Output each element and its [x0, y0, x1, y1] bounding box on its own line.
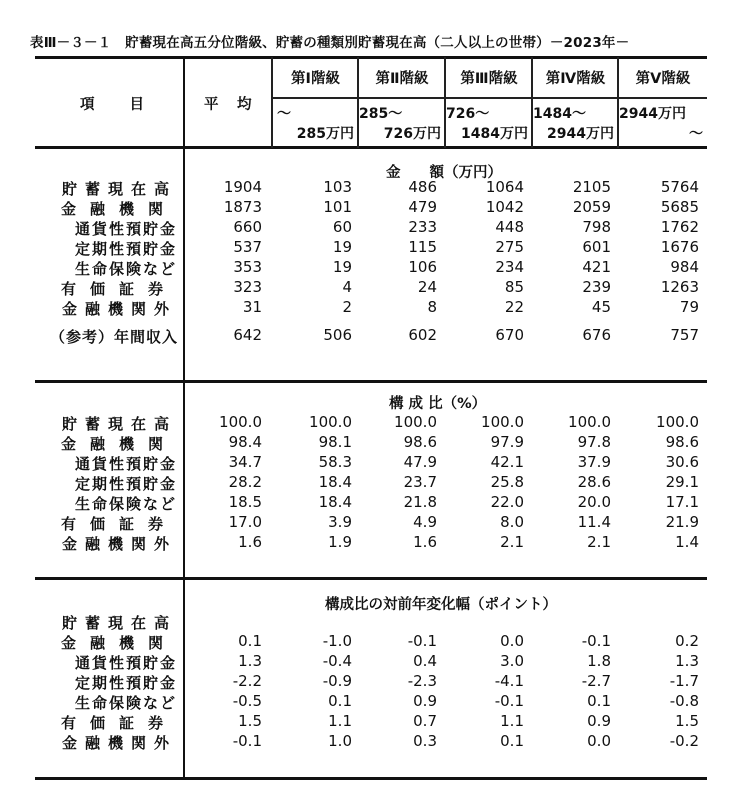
cell-average: 0.1: [238, 632, 262, 650]
cell-average: 1.5: [238, 712, 262, 730]
header-class-2: 第Ⅱ階級: [375, 71, 429, 87]
cell-class-4: -2.7: [581, 672, 611, 690]
table-row: [35, 298, 707, 318]
cell-class-4: -0.1: [581, 632, 611, 650]
cell-class-5: 21.9: [665, 513, 699, 531]
cell-average: -0.1: [232, 732, 262, 750]
cell-class-3: 275: [495, 238, 524, 256]
cell-average: -2.2: [232, 672, 262, 690]
cell-class-2: 8: [427, 298, 437, 316]
cell-class-1: 100.0: [309, 413, 352, 431]
cell-class-3: 2.1: [500, 533, 524, 551]
cell-class-3: 97.9: [490, 433, 524, 451]
cell-class-1: 4: [342, 278, 352, 296]
cell-class-1: -0.4: [322, 652, 352, 670]
cell-class-3: 234: [495, 258, 524, 276]
section-2-bottom-border: [35, 577, 707, 580]
cell-class-4: 11.4: [577, 513, 611, 531]
cell-average: 323: [233, 278, 262, 296]
cell-class-4: 798: [582, 218, 611, 236]
range-2-to: 726万円: [383, 126, 441, 142]
cell-class-2: 24: [417, 278, 437, 296]
cell-class-2: 23.7: [403, 473, 437, 491]
header-range-3: [446, 99, 532, 147]
cell-class-4: 239: [582, 278, 611, 296]
cell-average: 18.5: [228, 493, 262, 511]
cell-class-1: 1.1: [328, 712, 352, 730]
header-class-1: 第Ⅰ階級: [291, 71, 340, 87]
row-label: 定期性預貯金: [74, 475, 177, 493]
header-range-4: [533, 99, 618, 147]
cell-class-2: 47.9: [403, 453, 437, 471]
row-label: 有価証券: [60, 515, 177, 533]
cell-class-1: 98.1: [318, 433, 352, 451]
row-label: 金融機関外: [61, 734, 177, 752]
row-label: 通貨性預貯金: [74, 220, 177, 238]
cell-class-5: 5764: [660, 178, 699, 196]
cell-class-3: -0.1: [494, 692, 524, 710]
table-row: [35, 672, 707, 692]
cell-class-3: 1.1: [500, 712, 524, 730]
cell-class-1: 506: [323, 326, 352, 344]
header-average: 平 均: [204, 97, 254, 113]
cell-class-3: 22: [504, 298, 524, 316]
cell-average: 100.0: [219, 413, 262, 431]
row-label: 定期性預貯金: [74, 240, 177, 258]
cell-class-5: 1263: [660, 278, 699, 296]
header-range-2: [359, 99, 445, 147]
row-label: 生命保険など: [74, 495, 177, 513]
header-class-3: 第Ⅲ階級: [460, 71, 518, 87]
header-range-5: [619, 99, 707, 147]
row-label: 金融機関: [60, 435, 177, 453]
table-row: [35, 326, 707, 346]
cell-class-4: 0.0: [587, 732, 611, 750]
range-1-to: 285万円: [296, 126, 354, 142]
cell-average: 660: [233, 218, 262, 236]
table-row: [35, 493, 707, 513]
cell-class-4: 28.6: [577, 473, 611, 491]
cell-class-2: 115: [408, 238, 437, 256]
cell-average: 31: [242, 298, 262, 316]
table-row: [35, 413, 707, 433]
cell-class-3: 22.0: [490, 493, 524, 511]
cell-class-5: -0.8: [669, 692, 699, 710]
cell-class-5: 1762: [660, 218, 699, 236]
cell-class-2: 0.9: [413, 692, 437, 710]
cell-average: -0.5: [232, 692, 262, 710]
table-row: [35, 453, 707, 473]
range-5-from: 2944万円: [619, 106, 686, 122]
cell-class-5: 30.6: [665, 453, 699, 471]
cell-average: 1904: [223, 178, 262, 196]
cell-class-3: 0.1: [500, 732, 524, 750]
table-row: [35, 238, 707, 258]
cell-class-3: -4.1: [494, 672, 524, 690]
row-label: 貯蓄現在高: [61, 614, 177, 632]
row-label: 貯蓄現在高: [61, 180, 177, 198]
cell-class-2: 98.6: [403, 433, 437, 451]
cell-class-3: 1064: [485, 178, 524, 196]
section-label-composition: 構 成 比（%）: [389, 396, 487, 412]
row-label: 金融機関外: [61, 535, 177, 553]
cell-class-4: 20.0: [577, 493, 611, 511]
cell-class-2: -0.1: [407, 632, 437, 650]
range-1-from: ～: [277, 106, 291, 122]
table-row: [35, 258, 707, 278]
cell-class-4: 0.1: [587, 692, 611, 710]
cell-average: 34.7: [228, 453, 262, 471]
cell-class-4: 2059: [572, 198, 611, 216]
cell-class-4: 45: [591, 298, 611, 316]
cell-average: 537: [233, 238, 262, 256]
cell-class-5: 1.3: [675, 652, 699, 670]
section-label-change: 構成比の対前年変化幅（ポイント）: [325, 597, 557, 613]
row-label: 定期性預貯金: [74, 674, 177, 692]
cell-class-5: 29.1: [665, 473, 699, 491]
cell-class-4: 0.9: [587, 712, 611, 730]
cell-class-3: 100.0: [481, 413, 524, 431]
cell-class-1: 101: [323, 198, 352, 216]
cell-class-2: 1.6: [413, 533, 437, 551]
row-label: 通貨性預貯金: [74, 654, 177, 672]
cell-class-1: 58.3: [318, 453, 352, 471]
range-5-to: ～: [689, 126, 703, 142]
cell-class-2: 0.3: [413, 732, 437, 750]
table-bottom-border: [35, 777, 707, 780]
row-label: 金融機関外: [61, 300, 177, 318]
cell-class-1: -0.9: [322, 672, 352, 690]
cell-class-2: 486: [408, 178, 437, 196]
cell-class-1: -1.0: [322, 632, 352, 650]
cell-average: 1.3: [238, 652, 262, 670]
cell-class-4: 2.1: [587, 533, 611, 551]
table-row: [35, 198, 707, 218]
cell-class-1: 1.9: [328, 533, 352, 551]
row-label: 有価証券: [60, 714, 177, 732]
table-row: [35, 533, 707, 553]
cell-class-3: 448: [495, 218, 524, 236]
cell-average: 1873: [223, 198, 262, 216]
cell-class-5: 1676: [660, 238, 699, 256]
cell-class-5: 98.6: [665, 433, 699, 451]
cell-class-1: 1.0: [328, 732, 352, 750]
cell-class-2: 233: [408, 218, 437, 236]
header-class-5: 第Ⅴ階級: [635, 71, 691, 87]
cell-class-2: 106: [408, 258, 437, 276]
header-class-4: 第Ⅳ階級: [545, 71, 606, 87]
cell-class-5: 1.5: [675, 712, 699, 730]
cell-class-1: 103: [323, 178, 352, 196]
cell-class-1: 60: [332, 218, 352, 236]
cell-average: 98.4: [228, 433, 262, 451]
cell-class-3: 1042: [485, 198, 524, 216]
cell-average: 1.6: [238, 533, 262, 551]
table-row: [35, 652, 707, 672]
cell-class-3: 3.0: [500, 652, 524, 670]
cell-class-1: 19: [332, 258, 352, 276]
table-row: [35, 632, 707, 652]
cell-class-3: 0.0: [500, 632, 524, 650]
table-row: [35, 473, 707, 493]
table-row: [35, 178, 707, 198]
cell-class-4: 100.0: [568, 413, 611, 431]
cell-class-1: 3.9: [328, 513, 352, 531]
cell-class-5: 5685: [660, 198, 699, 216]
cell-class-3: 8.0: [500, 513, 524, 531]
cell-class-1: 18.4: [318, 473, 352, 491]
cell-class-1: 18.4: [318, 493, 352, 511]
section-label-amount: 金 額（万円）: [386, 165, 502, 181]
table-title: 表Ⅲ－３－１ 貯蓄現在高五分位階級、貯蓄の種類別貯蓄現在高（二人以上の世帯）－2023年－: [30, 35, 630, 51]
header-item: 項 目: [80, 97, 146, 113]
cell-average: 642: [233, 326, 262, 344]
cell-class-1: 0.1: [328, 692, 352, 710]
cell-class-1: 19: [332, 238, 352, 256]
row-label: 生命保険など: [74, 260, 177, 278]
cell-class-4: 601: [582, 238, 611, 256]
cell-class-4: 97.8: [577, 433, 611, 451]
table-row: [35, 712, 707, 732]
cell-class-2: 4.9: [413, 513, 437, 531]
cell-class-2: 0.4: [413, 652, 437, 670]
table-row: [35, 218, 707, 238]
cell-class-2: 602: [408, 326, 437, 344]
cell-class-5: 1.4: [675, 533, 699, 551]
range-2-from: 285～: [359, 106, 403, 122]
table-row: [35, 732, 707, 752]
row-label: 通貨性預貯金: [74, 455, 177, 473]
cell-class-5: -1.7: [669, 672, 699, 690]
cell-class-3: 42.1: [490, 453, 524, 471]
cell-class-2: 21.8: [403, 493, 437, 511]
table-row: [35, 433, 707, 453]
cell-class-2: -2.3: [407, 672, 437, 690]
row-label: 生命保険など: [74, 694, 177, 712]
table-row: [35, 513, 707, 533]
row-label: 貯蓄現在高: [61, 415, 177, 433]
cell-class-5: 757: [670, 326, 699, 344]
cell-class-3: 85: [504, 278, 524, 296]
cell-class-5: 79: [679, 298, 699, 316]
range-3-to: 1484万円: [461, 126, 528, 142]
cell-average: 353: [233, 258, 262, 276]
cell-class-4: 1.8: [587, 652, 611, 670]
row-label: 有価証券: [60, 280, 177, 298]
cell-class-2: 0.7: [413, 712, 437, 730]
cell-class-4: 2105: [572, 178, 611, 196]
row-label: 金融機関: [60, 634, 177, 652]
cell-class-3: 25.8: [490, 473, 524, 491]
cell-class-5: 17.1: [665, 493, 699, 511]
table-row: [35, 692, 707, 712]
section-1-bottom-border: [35, 380, 707, 383]
table-row: [35, 278, 707, 298]
cell-class-5: -0.2: [669, 732, 699, 750]
cell-class-5: 100.0: [656, 413, 699, 431]
cell-average: 28.2: [228, 473, 262, 491]
cell-class-4: 37.9: [577, 453, 611, 471]
cell-class-1: 2: [342, 298, 352, 316]
range-4-to: 2944万円: [547, 126, 614, 142]
cell-class-2: 479: [408, 198, 437, 216]
header-range-1: [273, 99, 358, 147]
cell-class-5: 984: [670, 258, 699, 276]
range-4-from: 1484～: [533, 106, 586, 122]
cell-class-2: 100.0: [394, 413, 437, 431]
row-label: （参考）年間収入: [49, 328, 178, 346]
cell-class-3: 670: [495, 326, 524, 344]
cell-class-5: 0.2: [675, 632, 699, 650]
row-label: 金融機関: [60, 200, 177, 218]
cell-class-4: 421: [582, 258, 611, 276]
cell-class-4: 676: [582, 326, 611, 344]
table-row: [35, 612, 707, 632]
cell-average: 17.0: [228, 513, 262, 531]
range-3-from: 726～: [446, 106, 490, 122]
